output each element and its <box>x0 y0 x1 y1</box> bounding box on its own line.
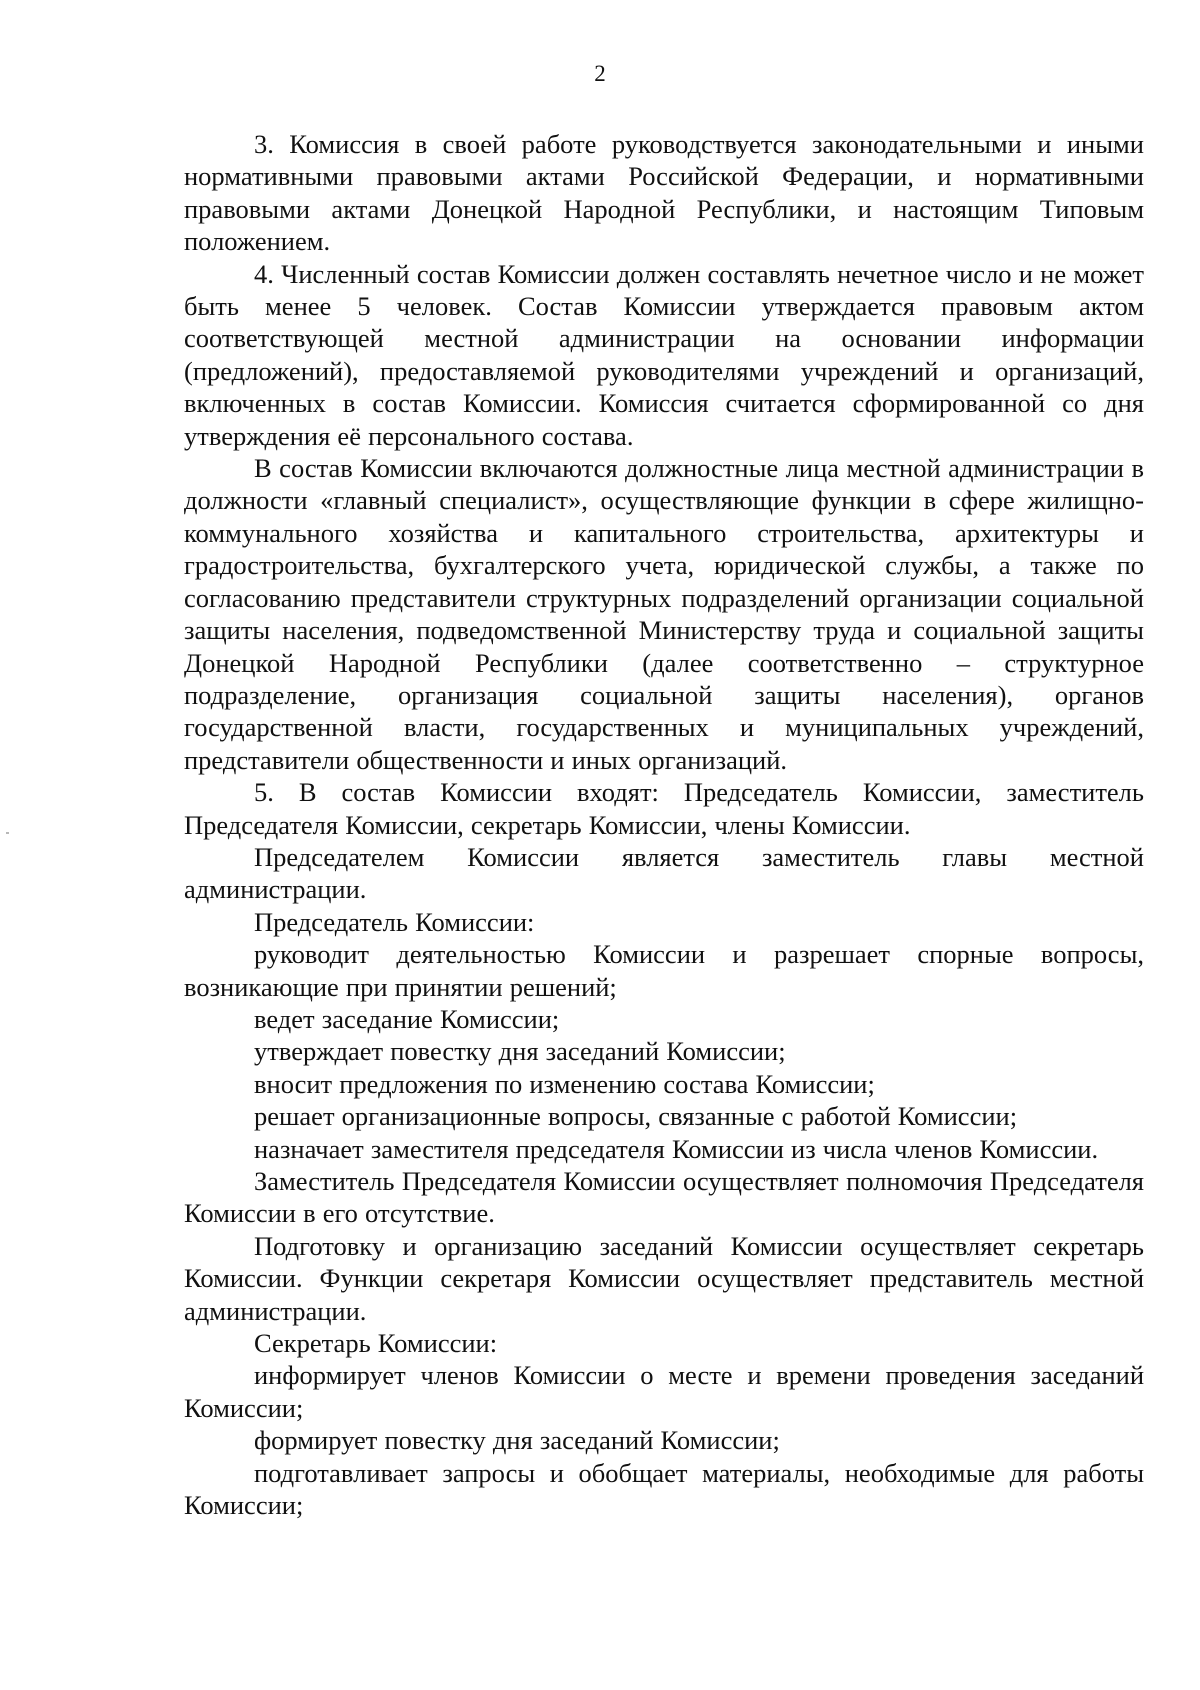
secretary-duty-item: формирует повестку дня заседаний Комиссии; <box>254 1425 780 1456</box>
paragraph-secretary-role: Подготовку и организацию заседаний Комиссии осуществляет секретарь Комиссии. Функции секретаря Комиссии осуществляет представитель местной администрации. <box>184 1230 1144 1326</box>
secretary-duty-item: информирует членов Комиссии о месте и времени проведения заседаний Комиссии; <box>184 1360 1144 1423</box>
chairman-duty-item: вносит предложения по изменению состава Комиссии; <box>254 1068 875 1099</box>
paragraph-4-composition: 4. Численный состав Комиссии должен составлять нечетное число и не может быть менее 5 человек. Состав Комиссии утверждается правовым актом соответствующей местной администрации на основании информации (предложений), предоставляемой руководителями учреждений и организаций, включенных в состав Комиссии. Комиссия считается сформированной со дня утверждения её персонального состава. <box>184 258 1144 451</box>
document-body <box>184 128 1144 1521</box>
page-number: 2 <box>594 61 606 86</box>
paragraph-deputy-chairman: Заместитель Председателя Комиссии осуществляет полномочия Председателя Комиссии в его отсутствие. <box>184 1166 1144 1229</box>
paragraph-members-included: В состав Комиссии включаются должностные лица местной администрации в должности «главный специалист», осуществляющие функции в сфере жилищно-коммунального хозяйства и капитального строительства, архитектуры и градостроительства, бухгалтерского учета, юридической службы, а также по согласованию представители структурных подразделений организации социальной защиты населения, подведомственной Министерству труда и социальной защиты Донецкой Народной Республики (далее соответственно – структурное подразделение, организация социальной защиты населения), органов государственной власти, государственных и муниципальных учреждений, представители общественности и иных организаций. <box>184 453 1144 775</box>
paragraph-5-structure: 5. В состав Комиссии входят: Председатель Комиссии, заместитель Председателя Комиссии, секретарь Комиссии, члены Комиссии. <box>184 777 1144 840</box>
paragraph-chairman-heading: Председатель Комиссии: <box>254 906 535 937</box>
paragraph-chairman-role: Председателем Комиссии является заместитель главы местной администрации. <box>184 841 1144 905</box>
secretary-duty-item: подготавливает запросы и обобщает материалы, необходимые для работы Комиссии; <box>184 1457 1144 1521</box>
chairman-duty-item: решает организационные вопросы, связанные с работой Комиссии; <box>254 1101 1018 1132</box>
chairman-duty-item: назначает заместителя председателя Комиссии из числа членов Комиссии. <box>254 1133 1099 1164</box>
chairman-duty-item: утверждает повестку дня заседаний Комиссии; <box>254 1036 786 1067</box>
paragraph-secretary-heading: Секретарь Комиссии: <box>254 1328 498 1359</box>
chairman-duty-item: ведет заседание Комиссии; <box>254 1003 560 1034</box>
scan-margin-mark <box>6 832 9 834</box>
paragraph-3-guidance: 3. Комиссия в своей работе руководствуется законодательными и иными нормативными правовыми актами Российской Федерации, и нормативными правовыми актами Донецкой Народной Республики, и настоящим Типовым положением. <box>184 129 1144 257</box>
chairman-duty-item: руководит деятельностью Комиссии и разрешает спорные вопросы, возникающие при принятии решений; <box>184 939 1144 1002</box>
